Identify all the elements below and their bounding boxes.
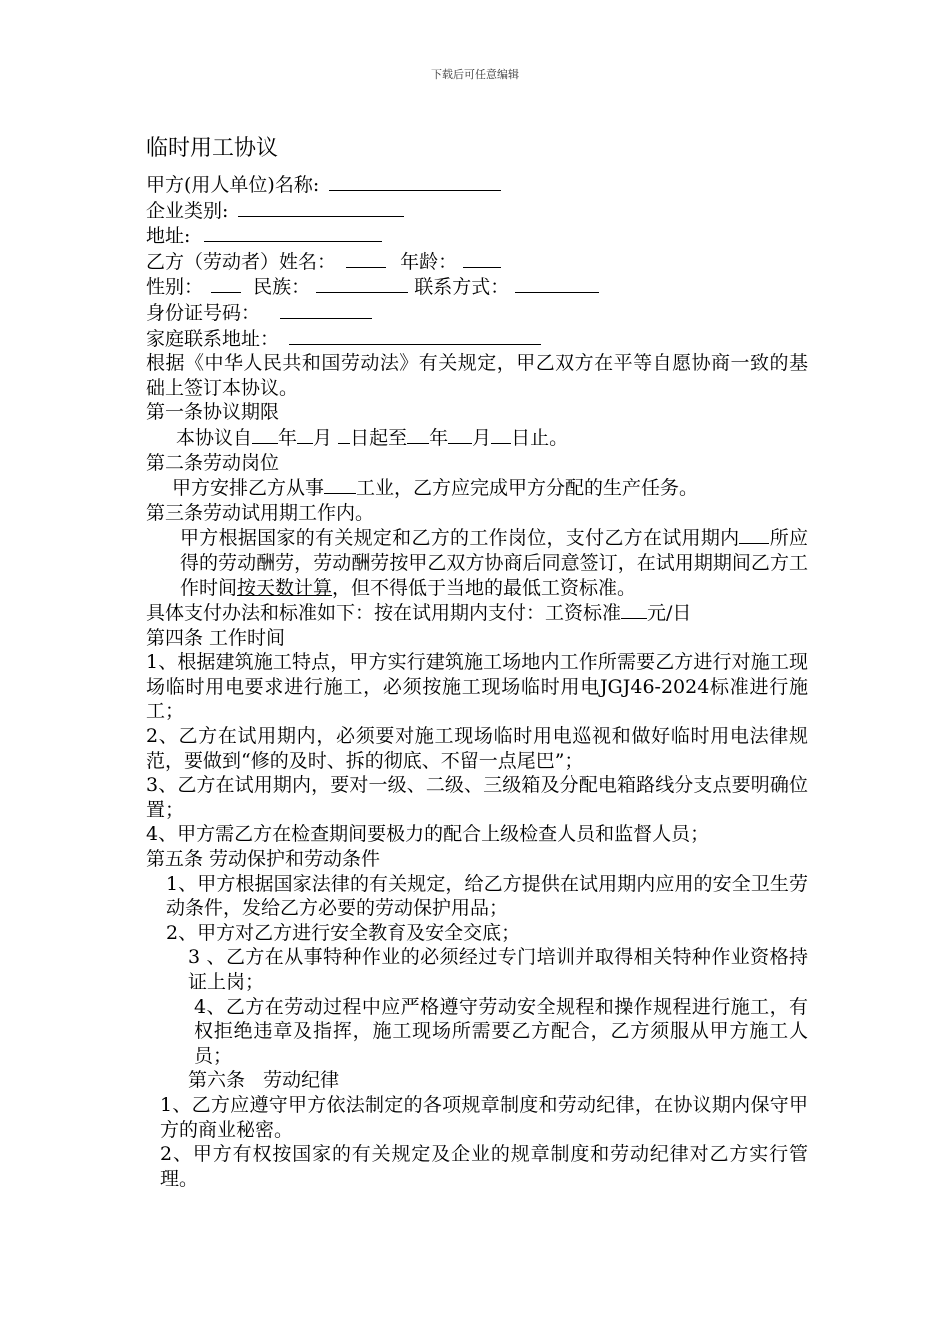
article-6-item: 2、甲方有权按国家的有关规定及企业的规章制度和劳动纪律对乙方实行管理。: [160, 1143, 808, 1190]
address-row: [146, 223, 808, 249]
article-6-heading: 第六条 劳动纪律: [188, 1069, 340, 1092]
company-type-label: 企业类别:: [146, 199, 229, 222]
age-label: 年龄：: [400, 250, 458, 273]
article-5-item: 4、乙方在劳动过程中应严格遵守劳动安全规程和操作规程进行施工，有权拒绝违章及指挥，施工现场所需要乙方配合，乙方须服从甲方施工人员；: [194, 995, 808, 1067]
party-b-name-blank[interactable]: [346, 249, 386, 268]
party-b-name-label: 乙方（劳动者）姓名：: [146, 250, 337, 273]
article-4-item: 3、乙方在试用期内，要对一级、二级、三级箱及分配电箱路线分支点要明确位置；: [146, 774, 808, 821]
end-day-blank[interactable]: [491, 425, 511, 444]
payment-text: 具体支付办法和标准如下：按在试用期内支付：工资标准: [146, 602, 622, 625]
id-number-label: 身份证号码：: [146, 301, 261, 324]
start-year-blank[interactable]: [252, 425, 278, 444]
article-4-heading: 第四条 工作时间: [146, 626, 286, 649]
home-address-row: [146, 326, 808, 352]
contact-blank[interactable]: [515, 274, 599, 293]
article-1-body: [146, 425, 808, 451]
home-address-label: 家庭联系地址：: [146, 327, 280, 350]
article-2-body: [146, 475, 808, 501]
company-type-blank[interactable]: [238, 198, 404, 217]
article-3-body: [146, 525, 808, 600]
intro-paragraph: 根据《中华人民共和国劳动法》有关规定，甲乙双方在平等自愿协商一致的基础上签订本协议。: [146, 352, 808, 399]
end-year-blank[interactable]: [407, 425, 429, 444]
article-1-text: 年: [278, 426, 298, 449]
article-1-heading: 第一条协议期限: [146, 401, 280, 424]
underlined-term: 按天数计算: [237, 576, 333, 599]
payment-unit: 元/日: [647, 602, 692, 625]
party-a-name-label: 甲方(用人单位)名称:: [146, 174, 320, 196]
ethnicity-label: 民族：: [253, 276, 311, 299]
article-3-text: 甲方根据国家的有关规定和乙方的工作岗位，支付乙方在试用期内: [180, 527, 740, 550]
article-2-text: 工业，乙方应完成甲方分配的生产任务。: [356, 477, 699, 500]
article-3-heading: 第三条劳动试用期工作内。: [146, 501, 375, 524]
document-title: 临时用工协议: [146, 136, 279, 161]
article-5-item: 1、甲方根据国家法律的有关规定，给乙方提供在试用期内应用的安全卫生劳动条件，发给乙方必要的劳动保护用品；: [166, 872, 808, 920]
article-1-text: 日止。: [511, 426, 569, 449]
gender-row: [146, 274, 808, 300]
gender-label: 性别：: [146, 276, 204, 299]
article-3-text: 所应得的劳动酬劳，劳动酬劳按甲乙双方协商后同意签订，在试用期期间乙方工作时间: [180, 527, 808, 599]
party-b-row: [146, 249, 808, 275]
address-label: 地址:: [146, 225, 191, 248]
id-number-row: [146, 300, 808, 326]
wage-rate-blank[interactable]: [621, 600, 647, 619]
article-4-item: 1、根据建筑施工特点，甲方实行建筑施工场地内工作所需要乙方进行对施工现场临时用电要求进行施工，必须按施工现场临时用电JGJ46-2024标准进行施工；: [146, 651, 808, 723]
payment-row: [146, 600, 808, 626]
company-type-row: [146, 198, 808, 224]
article-1-text: 年: [429, 426, 449, 449]
probation-period-blank[interactable]: [739, 525, 769, 544]
agreement-document: [146, 134, 808, 1191]
party-a-name-row: [146, 172, 808, 198]
id-number-blank[interactable]: [280, 300, 372, 319]
start-day-blank[interactable]: [338, 425, 350, 444]
article-5-item: 2、甲方对乙方进行安全教育及安全交底；: [166, 921, 521, 944]
article-5-item: 3 、乙方在从事特种作业的必须经过专门培训并取得相关特种作业资格持证上岗；: [188, 946, 808, 993]
age-blank[interactable]: [463, 249, 501, 268]
gender-blank[interactable]: [211, 274, 241, 293]
article-1-text: 日起至: [350, 426, 408, 449]
article-2-text: 甲方安排乙方从事: [172, 477, 325, 500]
article-1-text: 月: [472, 426, 492, 449]
article-4-item: 4、甲方需乙方在检查期间要极力的配合上级检查人员和监督人员；: [146, 823, 710, 846]
ethnicity-blank[interactable]: [316, 274, 408, 293]
article-2-heading: 第二条劳动岗位: [146, 451, 280, 474]
address-blank[interactable]: [204, 223, 382, 242]
page-header: 下载后可任意编辑: [431, 68, 519, 81]
party-a-name-blank[interactable]: [329, 172, 501, 191]
article-5-heading: 第五条 劳动保护和劳动条件: [146, 848, 381, 871]
article-3-text: ，但不得低于当地的最低工资标准。: [332, 576, 637, 599]
article-6-item: 1、乙方应遵守甲方依法制定的各项规章制度和劳动纪律，在协议期内保守甲方的商业秘密。: [160, 1093, 808, 1141]
job-type-blank[interactable]: [324, 475, 356, 494]
start-month-blank[interactable]: [297, 425, 313, 444]
end-month-blank[interactable]: [448, 425, 472, 444]
article-1-text: 月: [313, 426, 339, 449]
article-4-item: 2、乙方在试用期内，必须要对施工现场临时用电巡视和做好临时用电法律规范，要做到“修的及时、拆的彻底、不留一点尾巴”；: [146, 725, 808, 772]
article-1-text: 本协议自: [176, 426, 253, 449]
contact-label: 联系方式：: [414, 276, 510, 299]
home-address-blank[interactable]: [289, 326, 541, 345]
